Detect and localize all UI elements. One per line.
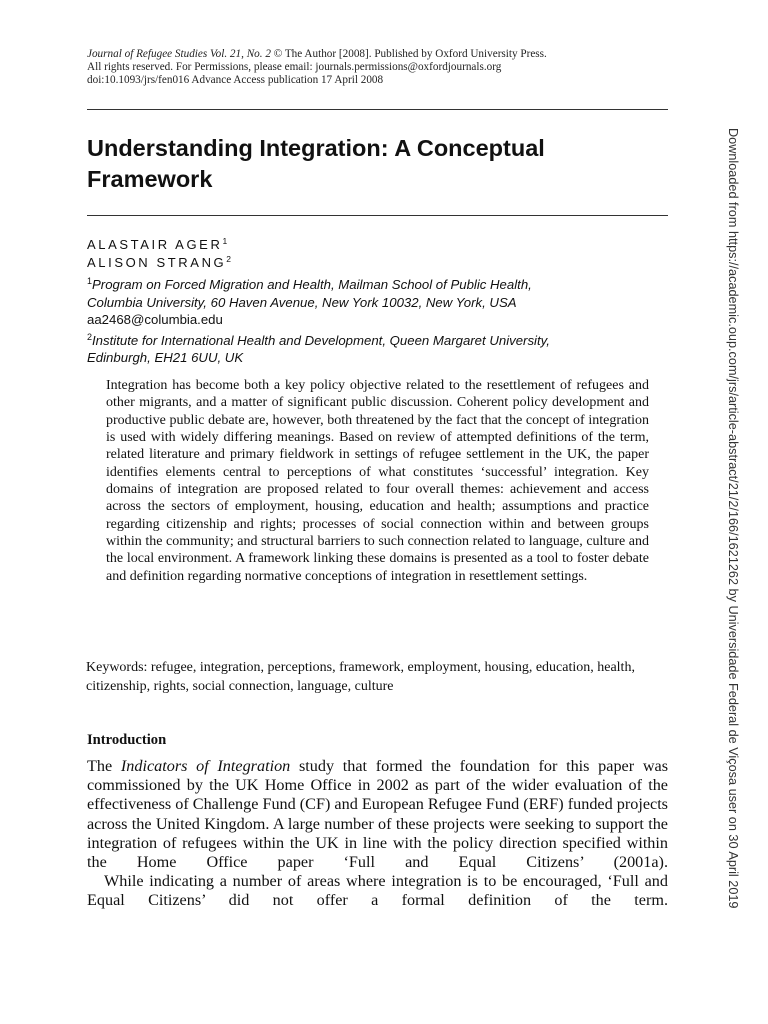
abstract: Integration has become both a key policy objective related to the resettlement of refugees and other migrants, and a matter of significant public discussion. Coherent policy development and productive public debate are, however, both threatened by the fact that the concept of integration is used with widely differing meanings. Based on review of attempted definitions of the term, related literature and primary fieldwork in settings of refugee settlement in the UK, the paper identifies elements central to perceptions of what constitutes ‘successful’ integration. Key domains of integration are proposed related to four overall themes: achievement and access across the sectors of employment, housing, education and health; assumptions and practice regarding citizenship and rights; processes of social connection within and between groups within the community; and structural barriers to such connection related to language, culture and the local environment. A framework linking these domains is presented as a tool to foster debate and definition regarding normative conceptions of integration in resettlement settings. [106, 378, 649, 584]
study-title: Indicators of Integration [120, 757, 291, 775]
affiliation-2-line-2: Edinburgh, EH21 6UU, UK [87, 350, 244, 365]
section-heading-introduction: Introduction [87, 732, 167, 748]
download-notice: Downloaded from https://academic.oup.com/jrs/article-abstract/21/2/166/1621262 by Universidade Federal de Viçosa user on 30 April 2019 [726, 128, 740, 909]
affiliation-2-line-1: $^2$Institute for International Health and Development, Queen Margaret University, [87, 331, 550, 348]
author-name: ALISON STRANG [87, 255, 227, 270]
author-list [87, 234, 231, 270]
author-affil-mark: 2 [226, 254, 232, 264]
author-2 [87, 252, 231, 270]
affiliations [87, 273, 667, 367]
title-top-rule [87, 109, 668, 110]
header-line-1 [87, 48, 667, 61]
title-bottom-rule [87, 215, 668, 216]
journal-header [87, 48, 667, 87]
introduction-body [87, 757, 668, 911]
author-email: aa2468@columbia.edu [87, 312, 223, 327]
intro-paragraph-2: While indicating a number of areas where integration is to be encouraged, ‘Full and Equal Citizens’ did not offer a formal definition of the term. [87, 872, 668, 910]
copyright-notice: © The Author [2008]. Published by Oxford University Press. [270, 48, 547, 60]
affil-mark: 1 [87, 276, 93, 286]
author-name: ALASTAIR AGER [87, 237, 223, 252]
affil-mark: 2 [87, 331, 93, 342]
intro-paragraph-1: The Indicators of Integration study that formed the foundation for this paper was commissioned by the UK Home Office in 2002 as part of the wider evaluation of the effectiveness of Challenge Fund (CF) and European Refugee Fund (ERF) funded projects across the United Kingdom. A large number of these projects were seeking to support the integration of refugees within the UK in line with the policy direction specified within the Home Office paper ‘Full and Equal Citizens’ (2001a). [87, 757, 668, 872]
journal-info: Journal of Refugee Studies Vol. 21, No. 2 [87, 48, 271, 60]
keywords: Keywords: refugee, integration, perceptions, framework, employment, housing, education, health, citizenship, rights, social connection, language, culture [86, 660, 635, 694]
header-line-2: All rights reserved. For Permissions, please email: journals.permissions@oxfordjournals.org [87, 61, 502, 73]
download-watermark [725, 128, 741, 909]
header-line-3: doi:10.1093/jrs/fen016 Advance Access publication 17 April 2008 [87, 74, 384, 86]
article-title: Understanding Integration: A Conceptual Framework [87, 135, 545, 192]
affiliation-1-line-1: $^1$Program on Forced Migration and Health, Mailman School of Public Health, [87, 276, 532, 292]
affiliation-1-line-2: Columbia University, 60 Haven Avenue, New York 10032, New York, USA [87, 294, 517, 310]
author-1 [87, 234, 231, 252]
author-affil-mark: 1 [222, 236, 228, 246]
